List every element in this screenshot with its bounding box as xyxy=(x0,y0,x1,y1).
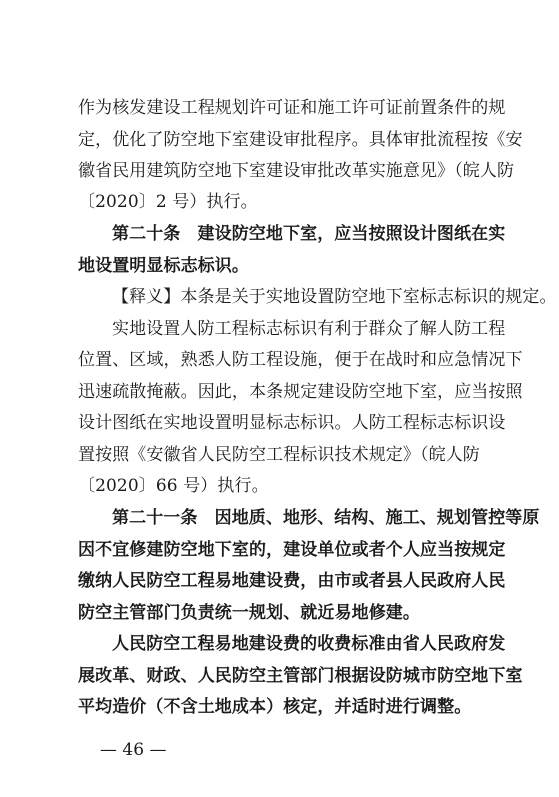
text-line: 实地设置人防工程标志标识有利于群众了解人防工程 xyxy=(112,319,506,339)
article-21-text: 缴纳人民防空工程易地建设费，由市或者县人民政府人民 xyxy=(78,571,506,591)
text-line: 〔2020〕66 号）执行。 xyxy=(78,476,269,496)
article-20-heading: 第二十条 建设防空地下室，应当按照设计图纸在实 xyxy=(112,224,506,244)
text-line: 置按照《安徽省人民防空工程标识技术规定》（皖人防 xyxy=(78,445,480,465)
text-line: 定，优化了防空地下室建设审批程序。具体审批流程按《安 xyxy=(78,130,523,150)
article-20-heading-cont: 地设置明显标志标识。 xyxy=(78,256,249,276)
article-21-text: 人民防空工程易地建设费的收费标准由省人民政府发 xyxy=(112,634,506,654)
article-21-text: 平均造价（不含土地成本）核定，并适时进行调整。 xyxy=(78,697,472,717)
article-21-text: 展改革、财政、人民防空主管部门根据设防城市防空地下室 xyxy=(78,666,523,686)
text-line: 作为核发建设工程规划许可证和施工许可证前置条件的规 xyxy=(78,98,506,118)
article-21-heading: 第二十一条 因地质、地形、结构、施工、规划管控等原 xyxy=(112,508,540,528)
page-number: — 46 — xyxy=(100,740,167,760)
text-line: 〔2020〕2 号）执行。 xyxy=(78,192,258,212)
text-line: 位置、区域，熟悉人防工程设施，便于在战时和应急情况下 xyxy=(78,350,523,370)
text-line: 设计图纸在实地设置明显标志标识。人防工程标志标识设 xyxy=(78,413,506,433)
interpretation-heading: 【释义】本条是关于实地设置防空地下室标志标识的规定。 xyxy=(112,287,557,307)
article-21-text: 因不宜修建防空地下室的，建设单位或者个人应当按规定 xyxy=(78,540,506,560)
text-line: 徽省民用建筑防空地下室建设审批改革实施意见》（皖人防 xyxy=(78,161,515,181)
article-21-text: 防空主管部门负责统一规划、就近易地修建。 xyxy=(78,603,420,623)
text-line: 迅速疏散掩蔽。因此，本条规定建设防空地下室，应当按照 xyxy=(78,382,523,402)
